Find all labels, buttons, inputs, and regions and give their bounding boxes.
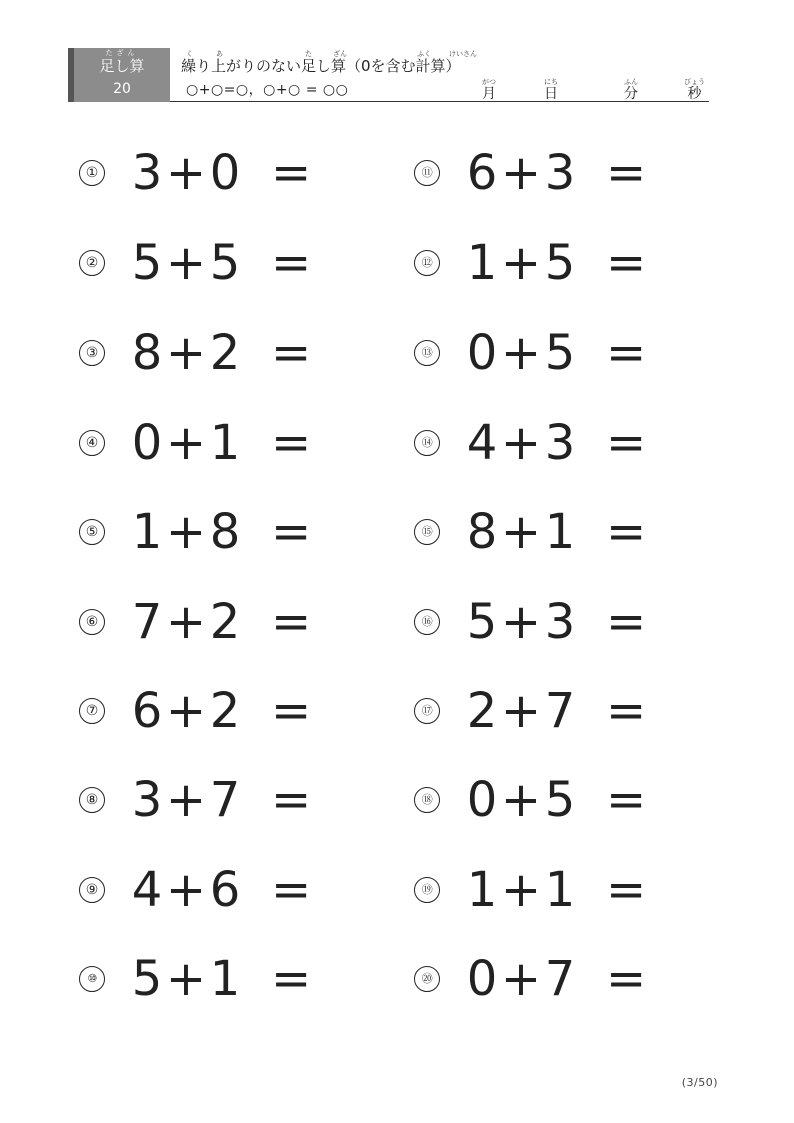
problem-expression (466, 772, 646, 828)
minute-label: 分 (624, 86, 638, 102)
addend-a: 1 (131, 504, 163, 560)
problem-expression (466, 683, 646, 739)
problem-9 (79, 860, 311, 920)
problem-18 (414, 770, 646, 830)
addend-a: 5 (131, 235, 163, 291)
worksheet-title: 繰り上がりのない足し算（0を含む計算） (181, 57, 461, 75)
plus-sign: + (500, 594, 542, 650)
problem-11 (414, 143, 646, 203)
badge-ruby: たざん (105, 49, 139, 57)
addend-a: 0 (466, 951, 498, 1007)
addend-a: 5 (131, 951, 163, 1007)
plus-sign: + (165, 235, 207, 291)
equals-sign: = (271, 951, 312, 1007)
problem-number: ⑨ (79, 877, 105, 903)
equals-sign: = (606, 862, 647, 918)
plus-sign: + (500, 772, 542, 828)
month-ruby: がつ (482, 78, 496, 86)
ruby-keisan: けいさん (449, 50, 477, 58)
problem-13 (414, 323, 646, 383)
plus-sign: + (165, 504, 207, 560)
problem-10 (79, 949, 311, 1009)
problem-number: ⑫ (414, 250, 440, 276)
problem-number: ⑪ (414, 160, 440, 186)
addend-a: 1 (466, 862, 498, 918)
section-badge (68, 48, 170, 102)
problem-8 (79, 770, 311, 830)
addend-b: 5 (209, 235, 241, 291)
equals-sign: = (606, 235, 647, 291)
equals-sign: = (271, 594, 312, 650)
problem-5 (79, 502, 311, 562)
ruby-ku: く (186, 50, 193, 58)
problem-number: ⑩ (79, 966, 105, 992)
plus-sign: + (165, 683, 207, 739)
addend-b: 7 (209, 772, 241, 828)
day-label: 日 (544, 86, 558, 102)
problem-1 (79, 143, 311, 203)
problem-4 (79, 413, 311, 473)
problem-number: ② (79, 250, 105, 276)
ruby-ta: た (305, 50, 312, 58)
equals-sign: = (606, 504, 647, 560)
ruby-a: あ (216, 50, 223, 58)
problem-number: ⑬ (414, 340, 440, 366)
addend-a: 6 (131, 683, 163, 739)
addend-a: 8 (131, 325, 163, 381)
addend-a: 8 (466, 504, 498, 560)
addend-a: 4 (466, 415, 498, 471)
problem-expression (131, 951, 311, 1007)
plus-sign: + (500, 235, 542, 291)
problem-number: ⑳ (414, 966, 440, 992)
equals-sign: = (606, 951, 647, 1007)
problem-17 (414, 681, 646, 741)
equals-sign: = (271, 683, 312, 739)
plus-sign: + (500, 951, 542, 1007)
problem-number: ① (79, 160, 105, 186)
minute-field (624, 78, 638, 102)
worksheet-subtitle: ○+○=○，○+○ = ○○ (186, 82, 349, 98)
problem-expression (131, 862, 311, 918)
plus-sign: + (500, 325, 542, 381)
plus-sign: + (500, 862, 542, 918)
problem-20 (414, 949, 646, 1009)
problem-expression (466, 415, 646, 471)
plus-sign: + (500, 415, 542, 471)
addend-b: 2 (209, 325, 241, 381)
equals-sign: = (271, 415, 312, 471)
plus-sign: + (165, 415, 207, 471)
problem-expression (466, 862, 646, 918)
addend-b: 5 (544, 772, 576, 828)
problem-number: ⑯ (414, 609, 440, 635)
day-ruby: にち (544, 78, 558, 86)
equals-sign: = (271, 235, 312, 291)
problem-number: ④ (79, 430, 105, 456)
problem-number: ⑤ (79, 519, 105, 545)
problem-expression (466, 325, 646, 381)
second-field (684, 78, 705, 102)
problem-15 (414, 502, 646, 562)
plus-sign: + (500, 504, 542, 560)
equals-sign: = (606, 594, 647, 650)
day-field (544, 78, 558, 102)
problem-number: ③ (79, 340, 105, 366)
problem-expression (131, 235, 311, 291)
equals-sign: = (606, 415, 647, 471)
addend-a: 0 (466, 772, 498, 828)
problem-14 (414, 413, 646, 473)
equals-sign: = (271, 325, 312, 381)
addend-a: 6 (466, 145, 498, 201)
plus-sign: + (165, 325, 207, 381)
equals-sign: = (606, 145, 647, 201)
worksheet-header (68, 48, 709, 102)
plus-sign: + (500, 145, 542, 201)
addend-b: 3 (544, 594, 576, 650)
equals-sign: = (606, 772, 647, 828)
addend-b: 5 (544, 325, 576, 381)
addend-b: 8 (209, 504, 241, 560)
addend-b: 1 (544, 504, 576, 560)
plus-sign: + (500, 683, 542, 739)
problem-number: ⑰ (414, 698, 440, 724)
addend-b: 2 (209, 683, 241, 739)
problem-number: ⑱ (414, 787, 440, 813)
problem-number: ⑥ (79, 609, 105, 635)
addend-b: 2 (209, 594, 241, 650)
problem-expression (466, 145, 646, 201)
problem-expression (131, 504, 311, 560)
problem-12 (414, 233, 646, 293)
ruby-fuku: ふく (417, 50, 431, 58)
addend-a: 0 (466, 325, 498, 381)
equals-sign: = (606, 683, 647, 739)
problem-expression (131, 325, 311, 381)
problem-16 (414, 592, 646, 652)
addend-b: 5 (544, 235, 576, 291)
addend-a: 7 (131, 594, 163, 650)
plus-sign: + (165, 772, 207, 828)
addend-a: 3 (131, 145, 163, 201)
addend-b: 1 (209, 415, 241, 471)
equals-sign: = (271, 862, 312, 918)
problem-expression (466, 594, 646, 650)
problem-number: ⑧ (79, 787, 105, 813)
equals-sign: = (606, 325, 647, 381)
month-field (482, 78, 496, 102)
plus-sign: + (165, 145, 207, 201)
problem-expression (466, 951, 646, 1007)
worksheet-number: 20 (113, 81, 131, 97)
addend-b: 7 (544, 683, 576, 739)
problem-6 (79, 592, 311, 652)
addend-b: 3 (544, 415, 576, 471)
problem-7 (79, 681, 311, 741)
equals-sign: = (271, 504, 312, 560)
problem-number: ⑭ (414, 430, 440, 456)
problem-expression (131, 594, 311, 650)
problem-2 (79, 233, 311, 293)
plus-sign: + (165, 951, 207, 1007)
addend-b: 3 (544, 145, 576, 201)
problem-expression (131, 415, 311, 471)
plus-sign: + (165, 594, 207, 650)
second-label: 秒 (687, 86, 702, 102)
problem-expression (466, 504, 646, 560)
problem-3 (79, 323, 311, 383)
second-ruby: びょう (684, 78, 705, 86)
equals-sign: = (271, 145, 312, 201)
problem-expression (131, 145, 311, 201)
addend-a: 0 (131, 415, 163, 471)
addend-a: 5 (466, 594, 498, 650)
problem-expression (131, 772, 311, 828)
equals-sign: = (271, 772, 312, 828)
addend-b: 6 (209, 862, 241, 918)
problem-expression (466, 235, 646, 291)
addend-b: 7 (544, 951, 576, 1007)
problem-number: ⑦ (79, 698, 105, 724)
addend-a: 1 (466, 235, 498, 291)
addend-a: 2 (466, 683, 498, 739)
problem-number: ⑮ (414, 519, 440, 545)
problem-19 (414, 860, 646, 920)
badge-title: 足し算 (99, 57, 145, 75)
header-rule (170, 101, 709, 102)
addend-b: 1 (209, 951, 241, 1007)
addend-a: 4 (131, 862, 163, 918)
addend-b: 0 (209, 145, 241, 201)
month-label: 月 (482, 86, 496, 102)
minute-ruby: ふん (624, 78, 638, 86)
problem-expression (131, 683, 311, 739)
plus-sign: + (165, 862, 207, 918)
problem-number: ⑲ (414, 877, 440, 903)
addend-b: 1 (544, 862, 576, 918)
page-number: (3/50) (681, 1076, 718, 1089)
ruby-zan: ざん (333, 50, 347, 58)
addend-a: 3 (131, 772, 163, 828)
